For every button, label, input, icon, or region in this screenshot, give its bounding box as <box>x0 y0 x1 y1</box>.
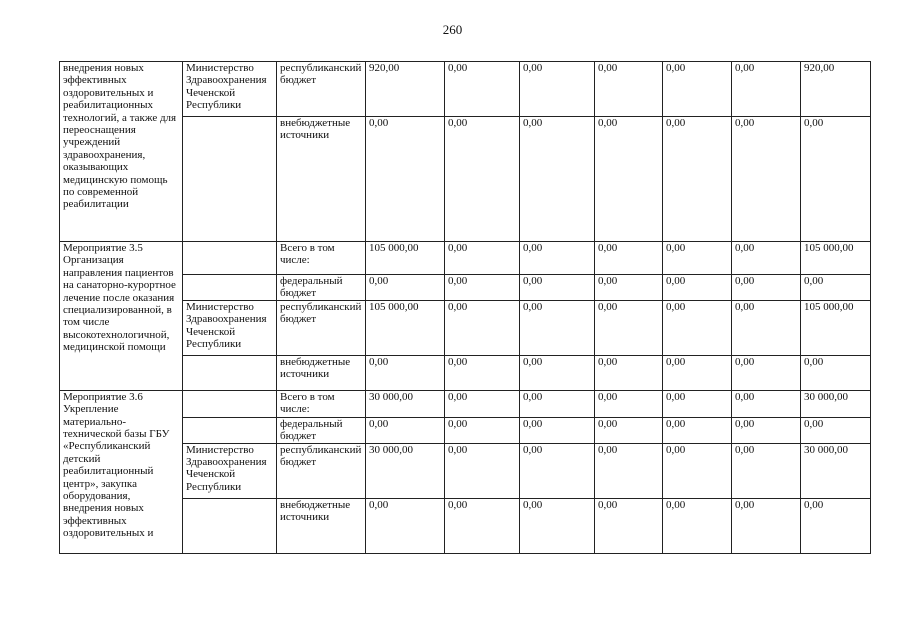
amount-cell: 0,00 <box>445 417 520 443</box>
table-row <box>60 390 871 417</box>
amount-cell: 0,00 <box>366 417 445 443</box>
executor-cell <box>183 355 277 390</box>
budget-table-body <box>60 62 871 554</box>
amount-cell: 30 000,00 <box>801 390 871 417</box>
funding-source-cell: федеральный бюджет <box>277 275 366 301</box>
amount-cell: 920,00 <box>801 62 871 117</box>
amount-cell: 0,00 <box>595 117 663 242</box>
amount-cell: 0,00 <box>520 443 595 498</box>
executor-cell: Министерство Здравоохранения Чеченской Республики <box>183 443 277 498</box>
funding-source-cell: внебюджетные источники <box>277 355 366 390</box>
funding-source-cell: республиканский бюджет <box>277 443 366 498</box>
table-row <box>60 242 871 275</box>
amount-cell: 0,00 <box>801 117 871 242</box>
executor-cell <box>183 417 277 443</box>
budget-table <box>59 61 871 554</box>
amount-cell: 0,00 <box>445 390 520 417</box>
amount-cell: 0,00 <box>801 355 871 390</box>
measure-name-cell: внедрения новых эффективных оздоровительных и реабилитационных технологий, а также для переоснащения учреждений здравоохранения, оказывающих медицинскую помощь по современной реабилитации <box>60 62 183 242</box>
amount-cell: 0,00 <box>732 390 801 417</box>
amount-cell: 105 000,00 <box>801 242 871 275</box>
executor-cell <box>183 242 277 275</box>
amount-cell: 0,00 <box>732 275 801 301</box>
amount-cell: 0,00 <box>366 355 445 390</box>
amount-cell: 0,00 <box>663 417 732 443</box>
executor-cell <box>183 117 277 242</box>
amount-cell: 0,00 <box>595 275 663 301</box>
amount-cell: 0,00 <box>595 62 663 117</box>
amount-cell: 0,00 <box>520 62 595 117</box>
amount-cell: 105 000,00 <box>366 300 445 355</box>
funding-source-cell: внебюджетные источники <box>277 498 366 553</box>
amount-cell: 0,00 <box>801 275 871 301</box>
amount-cell: 0,00 <box>732 498 801 553</box>
page-number: 260 <box>442 22 463 37</box>
amount-cell: 0,00 <box>732 62 801 117</box>
amount-cell: 30 000,00 <box>366 390 445 417</box>
amount-cell: 0,00 <box>663 498 732 553</box>
amount-cell: 920,00 <box>366 62 445 117</box>
amount-cell: 0,00 <box>445 498 520 553</box>
amount-cell: 0,00 <box>732 355 801 390</box>
amount-cell: 0,00 <box>595 498 663 553</box>
amount-cell: 0,00 <box>595 242 663 275</box>
amount-cell: 0,00 <box>366 498 445 553</box>
amount-cell: 0,00 <box>663 390 732 417</box>
executor-cell: Министерство Здравоохранения Чеченской Республики <box>183 62 277 117</box>
amount-cell: 0,00 <box>445 275 520 301</box>
amount-cell: 0,00 <box>520 355 595 390</box>
measure-name-cell: Мероприятие 3.6 Укрепление материально-технической базы ГБУ «Республиканский детский реабилитационный центр», закупка оборудования, внедрения новых эффективных оздоровительных и <box>60 390 183 553</box>
amount-cell: 0,00 <box>445 62 520 117</box>
amount-cell: 0,00 <box>732 417 801 443</box>
funding-source-cell: Всего в том числе: <box>277 390 366 417</box>
amount-cell: 105 000,00 <box>801 300 871 355</box>
executor-cell <box>183 390 277 417</box>
funding-source-cell: республиканский бюджет <box>277 300 366 355</box>
amount-cell: 0,00 <box>663 62 732 117</box>
funding-source-cell: республиканский бюджет <box>277 62 366 117</box>
executor-cell <box>183 498 277 553</box>
amount-cell: 0,00 <box>663 242 732 275</box>
measure-name-cell: Мероприятие 3.5 Организация направления пациентов на санаторно-курортное лечение после оказания специализированной, в том числе высокотехнологичной, медицинской помощи <box>60 242 183 391</box>
amount-cell: 0,00 <box>732 242 801 275</box>
amount-cell: 0,00 <box>520 498 595 553</box>
amount-cell: 0,00 <box>663 443 732 498</box>
amount-cell: 0,00 <box>366 117 445 242</box>
amount-cell: 0,00 <box>520 390 595 417</box>
amount-cell: 30 000,00 <box>366 443 445 498</box>
funding-source-cell: внебюджетные источники <box>277 117 366 242</box>
amount-cell: 0,00 <box>595 443 663 498</box>
amount-cell: 0,00 <box>732 117 801 242</box>
amount-cell: 0,00 <box>663 300 732 355</box>
amount-cell: 0,00 <box>366 275 445 301</box>
amount-cell: 0,00 <box>445 300 520 355</box>
amount-cell: 0,00 <box>595 417 663 443</box>
amount-cell: 0,00 <box>445 443 520 498</box>
amount-cell: 0,00 <box>445 117 520 242</box>
amount-cell: 0,00 <box>663 355 732 390</box>
amount-cell: 0,00 <box>520 275 595 301</box>
amount-cell: 0,00 <box>595 390 663 417</box>
amount-cell: 0,00 <box>663 275 732 301</box>
amount-cell: 0,00 <box>520 300 595 355</box>
amount-cell: 30 000,00 <box>801 443 871 498</box>
amount-cell: 0,00 <box>520 117 595 242</box>
amount-cell: 0,00 <box>801 417 871 443</box>
amount-cell: 0,00 <box>732 443 801 498</box>
amount-cell: 0,00 <box>595 355 663 390</box>
executor-cell: Министерство Здравоохранения Чеченской Республики <box>183 300 277 355</box>
amount-cell: 105 000,00 <box>366 242 445 275</box>
amount-cell: 0,00 <box>663 117 732 242</box>
amount-cell: 0,00 <box>520 417 595 443</box>
amount-cell: 0,00 <box>445 242 520 275</box>
amount-cell: 0,00 <box>520 242 595 275</box>
executor-cell <box>183 275 277 301</box>
amount-cell: 0,00 <box>732 300 801 355</box>
amount-cell: 0,00 <box>801 498 871 553</box>
funding-source-cell: федеральный бюджет <box>277 417 366 443</box>
table-row <box>60 62 871 117</box>
amount-cell: 0,00 <box>445 355 520 390</box>
funding-source-cell: Всего в том числе: <box>277 242 366 275</box>
amount-cell: 0,00 <box>595 300 663 355</box>
